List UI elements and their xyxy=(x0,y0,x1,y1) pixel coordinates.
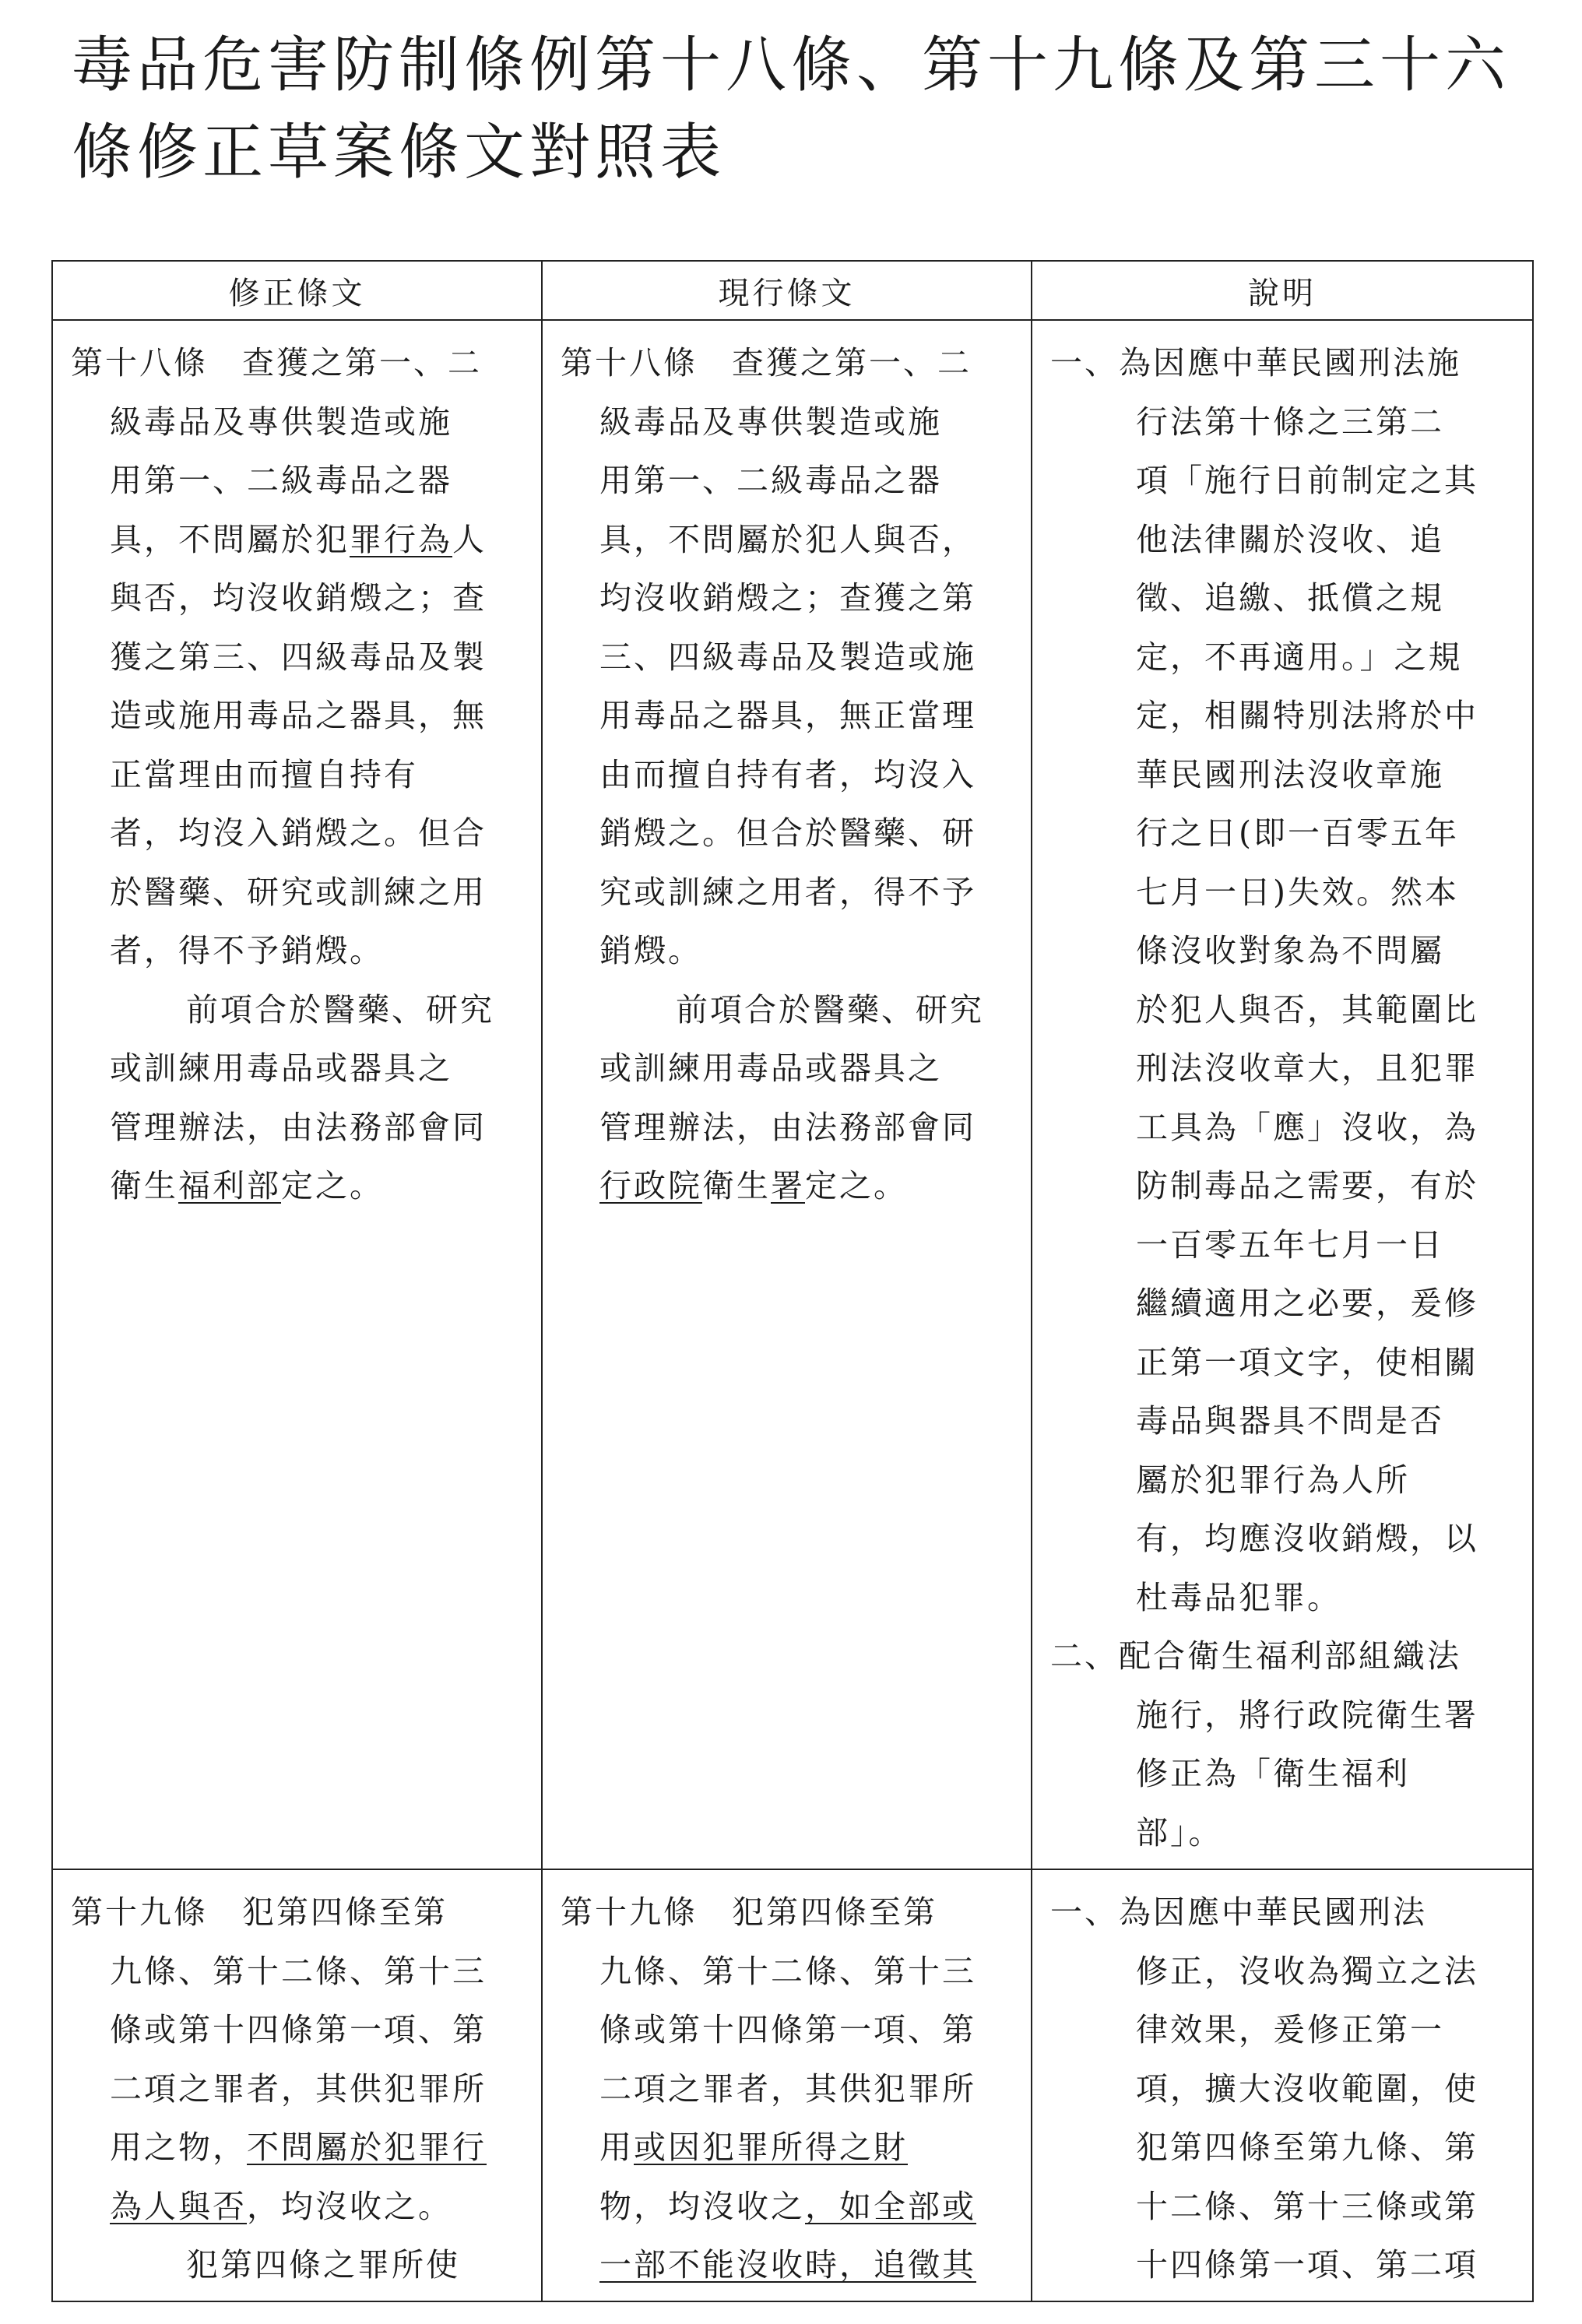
text-line: 防制毒品之需要，有於 xyxy=(1136,1167,1478,1204)
text-line: 工具為「應」沒收，為 xyxy=(1136,1108,1478,1146)
text-line: 銷燬之。但合於醫藥、研 xyxy=(599,814,976,852)
text-line xyxy=(71,511,529,570)
text-line: 第十九條 犯第四條至第 xyxy=(71,1893,448,1931)
text-line: 施行，將行政院衛生署 xyxy=(1136,1696,1478,1734)
text-line: 第十八條 查獲之第一、二 xyxy=(71,344,482,381)
document-title xyxy=(72,22,1551,196)
text-line: 九條、第十二條、第十三 xyxy=(110,1952,487,1990)
text-line: 管理辦法，由法務部會同 xyxy=(110,1108,487,1146)
text-line: 犯第四條至第九條、第 xyxy=(1136,2129,1478,2166)
current-article-18-cell xyxy=(542,320,1032,1869)
text-line: 項「施行日前制定之其 xyxy=(1136,462,1478,499)
text-span: 具，不問屬於犯 xyxy=(110,520,350,558)
text-line: 行之日(即一百零五年 xyxy=(1136,814,1459,852)
header-current: 現行條文 xyxy=(542,261,1032,320)
text-line: 管理辦法，由法務部會同 xyxy=(599,1108,976,1146)
text-line: 者，均沒入銷燬之。但合 xyxy=(110,814,487,852)
text-line: 定，不再適用。」之規 xyxy=(1136,638,1463,676)
text-span: 物，均沒收之 xyxy=(599,2187,805,2225)
amended-underline: 福利部 xyxy=(178,1167,281,1204)
text-line: 二項之罪者，其供犯罪所 xyxy=(110,2069,487,2108)
text-line: 具，不問屬於犯人與否， xyxy=(599,520,976,558)
table-row-article-19 xyxy=(52,1869,1533,2301)
header-explanation: 說明 xyxy=(1032,261,1533,320)
text-line: 行法第十條之三第二 xyxy=(1136,403,1444,441)
text-line xyxy=(71,1157,529,1216)
text-line: 犯第四條之罪所使 xyxy=(186,2246,460,2284)
table-header-row xyxy=(52,261,1533,320)
text-line: 三、四級毒品及製造或施 xyxy=(599,638,976,676)
text-line: 均沒收銷燬之；查獲之第 xyxy=(599,579,976,617)
text-line: 正第一項文字，使相關 xyxy=(1136,1343,1478,1381)
amended-underline: 罪行為 xyxy=(350,520,452,558)
amended-underline: 為人與否 xyxy=(110,2187,247,2225)
text-line: 前項合於醫藥、研究 xyxy=(186,990,494,1028)
text-line: 級毒品及專供製造或施 xyxy=(599,403,942,441)
comparison-table xyxy=(51,260,1534,2302)
text-line: 一、為因應中華民國刑法 xyxy=(1050,1893,1427,1931)
text-line xyxy=(561,2236,1019,2295)
text-line: 或訓練用毒品或器具之 xyxy=(110,1049,452,1087)
text-line: 或訓練用毒品或器具之 xyxy=(599,1049,942,1087)
title-line-2: 條修正草案條文對照表 xyxy=(72,118,726,188)
text-line: 徵、追繳、抵償之規 xyxy=(1136,579,1444,617)
text-line: 十二條、第十三條或第 xyxy=(1136,2187,1478,2225)
text-span: 衛生 xyxy=(110,1167,178,1204)
text-line: 獲之第三、四級毒品及製 xyxy=(110,638,487,676)
explanation-article-18-cell xyxy=(1032,320,1533,1869)
text-line: 條或第十四條第一項、第 xyxy=(599,2011,976,2048)
text-line xyxy=(561,1157,1019,1216)
text-line: 定，相關特別法將於中 xyxy=(1136,697,1478,734)
current-underline: 署 xyxy=(771,1167,805,1204)
current-underline: 或因犯罪所得之財 xyxy=(634,2129,908,2166)
text-line: 正當理由而擅自持有 xyxy=(110,755,418,793)
current-article-19-cell xyxy=(542,1869,1032,2301)
text-line: 毒品與器具不問是否 xyxy=(1136,1402,1444,1440)
text-line: 七月一日)失效。然本 xyxy=(1136,873,1459,911)
header-amended: 修正條文 xyxy=(52,261,542,320)
text-line: 刑法沒收章大，且犯罪 xyxy=(1136,1049,1478,1087)
text-span: 定之。 xyxy=(281,1167,384,1204)
text-line: 杜毒品犯罪。 xyxy=(1136,1578,1341,1616)
text-line xyxy=(561,2118,1019,2178)
amended-article-18-cell xyxy=(52,320,542,1869)
text-line: 條或第十四條第一項、第 xyxy=(110,2011,487,2048)
text-line: 者，得不予銷燬。 xyxy=(110,932,384,969)
text-span: 用之物， xyxy=(110,2129,247,2166)
text-line: 修正，沒收為獨立之法 xyxy=(1136,1952,1478,1990)
current-underline: ，如全部或 xyxy=(805,2187,976,2225)
text-line: 律效果，爰修正第一 xyxy=(1136,2011,1444,2048)
text-line: 一、為因應中華民國刑法施 xyxy=(1050,344,1461,381)
text-line: 他法律關於沒收、追 xyxy=(1136,520,1444,558)
text-line: 於犯人與否，其範圍比 xyxy=(1136,990,1478,1028)
explanation-article-19-cell xyxy=(1032,1869,1533,2301)
text-span: 衛生 xyxy=(702,1167,771,1204)
text-span: ，均沒收之。 xyxy=(247,2187,452,2225)
amended-underline: 不問屬於犯罪行 xyxy=(247,2129,487,2166)
text-line: 第十八條 查獲之第一、二 xyxy=(561,344,972,381)
text-line: 繼續適用之必要，爰修 xyxy=(1136,1285,1478,1322)
text-line: 銷燬。 xyxy=(599,932,702,969)
text-line: 二項之罪者，其供犯罪所 xyxy=(599,2069,976,2108)
text-line xyxy=(71,2118,529,2178)
text-line: 前項合於醫藥、研究 xyxy=(676,990,984,1028)
text-line: 部」。 xyxy=(1136,1813,1223,1851)
text-line xyxy=(71,2178,529,2237)
current-underline: 一部不能沒收時，追徵其 xyxy=(599,2246,976,2284)
text-line: 用第一、二級毒品之器 xyxy=(110,462,452,499)
table-row-article-18 xyxy=(52,320,1533,1869)
text-line: 二、配合衛生福利部組織法 xyxy=(1050,1637,1461,1675)
text-line: 有，均應沒收銷燬，以 xyxy=(1136,1520,1478,1557)
text-span: 用 xyxy=(599,2129,634,2166)
text-line: 究或訓練之用者，得不予 xyxy=(599,873,976,911)
text-line: 條沒收對象為不問屬 xyxy=(1136,932,1444,969)
text-line: 九條、第十二條、第十三 xyxy=(599,1952,976,1990)
text-line: 第十九條 犯第四條至第 xyxy=(561,1893,937,1931)
text-line: 項，擴大沒收範圍，使 xyxy=(1136,2069,1478,2108)
text-line: 一百零五年七月一日 xyxy=(1136,1225,1444,1264)
text-span: 人 xyxy=(452,520,487,558)
text-line: 修正為「衛生福利 xyxy=(1136,1755,1410,1792)
text-line: 由而擅自持有者，均沒入 xyxy=(599,755,976,793)
text-span: 定之。 xyxy=(805,1167,908,1204)
title-line-1: 毒品危害防制條例第十八條、第十九條及第三十六 xyxy=(72,30,1511,100)
current-underline: 行政院 xyxy=(599,1167,702,1204)
text-line: 造或施用毒品之器具，無 xyxy=(110,697,487,734)
text-line: 十四條第一項、第二項 xyxy=(1136,2246,1478,2284)
text-line: 用毒品之器具，無正當理 xyxy=(599,697,976,734)
text-line: 於醫藥、研究或訓練之用 xyxy=(110,873,487,911)
text-line: 與否，均沒收銷燬之；查 xyxy=(110,579,487,617)
amended-article-19-cell xyxy=(52,1869,542,2301)
text-line: 屬於犯罪行為人所 xyxy=(1136,1461,1410,1499)
text-line: 級毒品及專供製造或施 xyxy=(110,403,452,441)
text-line: 華民國刑法沒收章施 xyxy=(1136,755,1444,793)
text-line: 用第一、二級毒品之器 xyxy=(599,462,942,499)
text-line xyxy=(561,2178,1019,2237)
